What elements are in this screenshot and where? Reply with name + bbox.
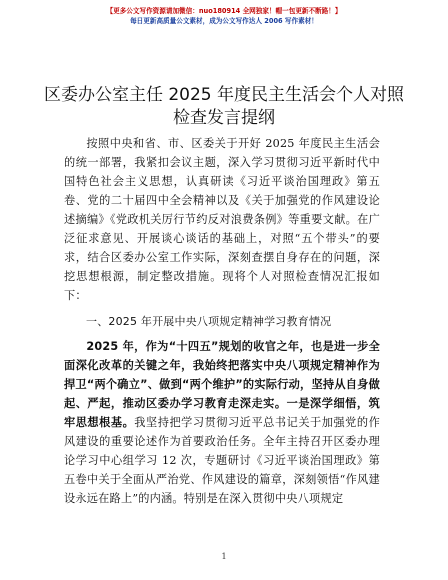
promo-banner-line-2: 每日更新高质量公文素材，成为公文写作达人 2006 写作素材！ bbox=[130, 17, 318, 25]
document-body bbox=[64, 134, 380, 508]
section-1-heading: 一、2025 年开展中央八项规定精神学习教育情况 bbox=[86, 315, 332, 328]
promo-banner bbox=[0, 6, 448, 26]
section-1-body-text: 我坚持把学习贯彻习近平总书记关于加强党的作风建设的重要论述作为首要政治任务。全年主持召开区委办理论学习中心组学习 12 次，专题研讨《习近平谈治国理政》第五卷中关于全面从严治党、作风建设的篇章，深刻领悟“作风建设永远在路上”的内涵。特别是在深入贯彻中央八项规定 bbox=[64, 416, 380, 505]
page-number: 1 bbox=[221, 552, 227, 561]
promo-banner-line-1: 【更多公文写作资源请加微信：nuo180914 全网独家！帽一包更新不断路！】 bbox=[106, 7, 342, 15]
section-1-paragraph bbox=[64, 337, 380, 508]
document-title: 区委办公室主任 2025 年度民主生活会个人对照检查发言提纲 bbox=[43, 85, 405, 128]
section-1-lead-text: 2025 年，作为“十四五”规划的收官之年，也是进一步全面深化改革的关键之年，我始终把落实中央八项规定精神作为捍卫“两个确立”、做到“两个维护”的实际行动，坚持从自身做起、严起，推动区委办学习教育走深走实。一是深学细悟，筑牢思想根基。 bbox=[64, 340, 380, 429]
intro-paragraph: 按照中央和省、市、区委关于开好 2025 年度民主生活会的统一部署，我紧扣会议主题，深入学习贯彻习近平新时代中国特色社会主义思想，认真研读《习近平谈治国理政》第五卷、党的二十届四中全会精神以及《关于加强党的作风建设论述摘编》《党政机关厉行节约反对浪费条例》等重要文献。在广泛征求意见、开展谈心谈话的基础上，对照“五个带头”的要求，结合区委办公室工作实际，深刻查摆自身存在的问题，深挖思想根源，制定整改措施。现将个人对照检查情况汇报如下： bbox=[64, 137, 380, 302]
